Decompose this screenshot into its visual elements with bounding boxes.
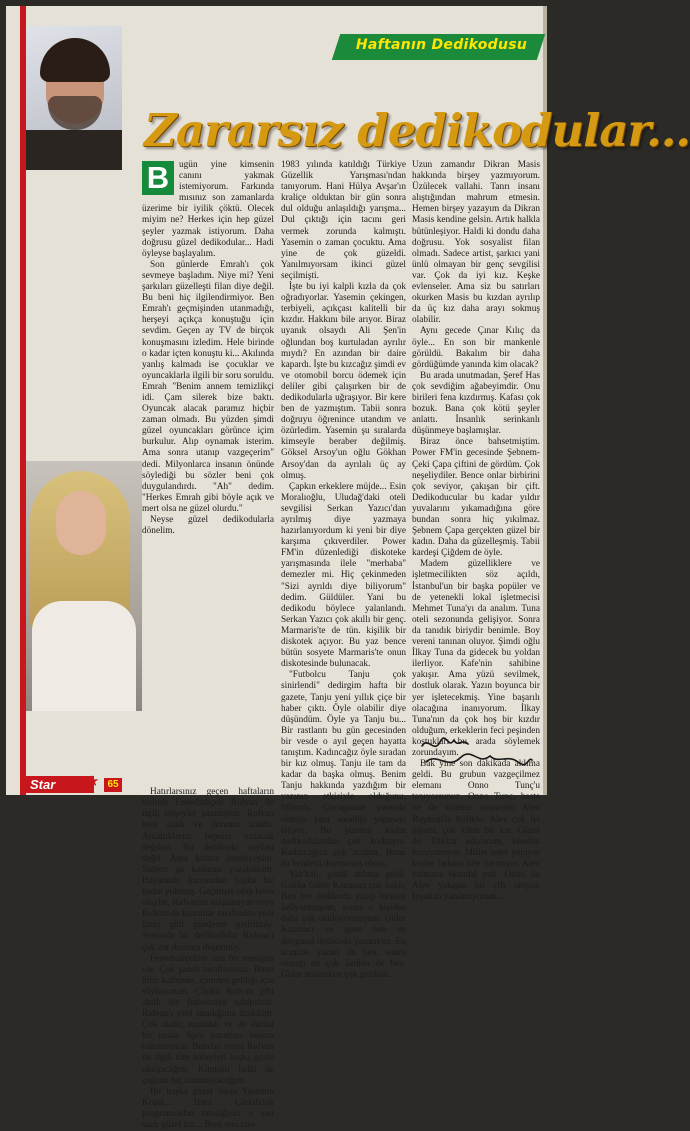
paragraph: Yaz'kalı, şimdi aklıma geldi. Galiba Güler Kazmacı çok haklı. Ben her dedikodu yazıp birisini üzüyormuşum, sonra o kişiden daha çok üzülüyormuşum. Güler Kazmacı ve gene ben en duygusal dedikodu yazarıyım. En acıması yazarı da ben, sonra oturup en çok üzülen de ben. Güler anlatırken çok güldüm. <box>281 870 406 980</box>
columnist-photo <box>26 26 122 162</box>
paragraph: Bir başka güzel insan Yasemin Koşal... Hani Çarkıfelek programından tanıdığınız o sarı saçlı güzel kız... Beni onu tasa <box>142 1086 274 1130</box>
paragraph: Madem güzelliklere ve işletmecilikten söz açıldı, İstanbul'un bir başka popüler ve de yetenekli lokal işletmecisi Mehmet Tuna'yı da analım. Tuna oteli sezonunda gelişiyor. Sonra da tanıdık biriydir benimle. Boy vereni tanınan oluyor. Şimdi oğlu İlkay Tuna da gidecek bu yoldan ilerliyor. Kafe'nin sahibine yakışır. Ama yüzü sevilmek, dostluk olarak. Yazın boyunca bir yer işletecekmiş. Yine başarılı olacağına inanıyorum. İlkay Tuna'nın da çok hoş bir kızdır olduğum, erkeklerin feci peşinden koştukları bu arada söylemek zorundayım. <box>412 559 540 758</box>
paragraph: Çapkın erkeklere müjde... Esin Moralıoğlu, Uludağ'daki oteli sevgilisi Serkan Yazıcı'dan ayrılmış diye yazmaya hazırlanıyordum ki yeni bir diye karşıma çıkıverdiler. Power FM'in düzenlediği diskoteke yarışmasında ilele "merhaba" demezler mi. Hiç çekinmeden "Sizi ayrıldı diye biliyorum" dedim. Güldüler. Yani bu dedikodu böylece yalanlandı. Serkan Yazıcı çok akıllı bir genç. Marmaris'te de tün. kişilik bir diskotek açıyor. Bu yaz bence bütün sosyete Marmaris'te onun diskotesinde bulunacak. <box>281 481 406 670</box>
paragraph: İşte bu iyi kalpli kızla da çok oğradıyorlar. Yasemin çekingen, terbiyeli, açıkçası kalitelli bir kızdır. Hakkını bile arıyor. Biraz uyanık olsaydı Ali Şen'in oğlundan boş kurtuladan ayrılır mıydı? En azından bir daire kapardı. İşte bu kızcağız şimdi ev ve otomobil borcu ödemek için deliler gibi çalışırken bir de dedikodularla uğraşıyor. Bir kere ben de yazmıştım. Tabii sonra doğruyu öğrenince utandım ve özürledim. Yasemin şu sıralarda kimseyle beraber değilmiş. Göksel Arsoy'un oğlu Gökhan Arsoy'dan da ayrılalı üç ay olmuş. <box>281 282 406 481</box>
paragraph: Bu arada unutmadan, Şeref Has çok sevdiğim ağabeyimdir. Onu birileri fena kızdırmış. Kafası çok bozuk. Bana çok kötü şeyler anlattı. İnsanlık serinkanlı düşünmeye başlamışlar. <box>412 370 540 437</box>
article-column-1 <box>142 160 274 1130</box>
article-column-3 <box>412 160 540 903</box>
paragraph: "Futbolcu Tanju çok sinirlendi" dedirgim hafta bir gazete, Tanju yeni yıllık çiçe bir haber çıktı. Öyle olabilir diye düşündüm. Öyle ya Tanju bu... Bir rastlantı bu gün gecesinden bir vesde o ayıl geçen hayatta tanıştım. Kadıncağız öyle sıradan bir kız olmuş. Tanju ile tam da kadar da başka olmuş. Benim Tanju hakkında yazdığım bir yazının etkisiyle olduğunu, bilirmiş. Çocugunun yanında olmayı yani anneliği yapmayı istiyor. Bu yüzden kadın dedikodulardan çok korkuyor. Kadıncağıza çok acıdım. Bunu da bendeni duymamış olsun. <box>281 670 406 869</box>
paragraph: Biraz önce bahsetmiştim. Power FM'in gecesinde Şebnem-Çeki Çapa çiftini de gördüm. Çok neşeliydiler. Bence onlar birbirini çok seviyor, çakışan bir çift. Dedikoducular bu kadar yıldır yuvalarını yıkamadığına göre bundan sonra hiç yıkılmaz. Şebnem Çapa gerçekten güzel bir kadın. Daha da güzelleşmiş. Tabii kardeşi Çiğdem de öyle. <box>412 437 540 559</box>
paragraph: Hatırlarsınız geçen haftaların birinde Fenerbahçeli Rıdvan ile ilgili birşeyler yazmıştım. Rıdvan beni aradı ve durumu anlattı. Anlattıklarını hepsini yazacak değilim. Bu dedikodu sayfası değil. Ama kısaca özetleyeyim. Sadece şu kadarını yazabilirim. Hayatında karısından başka bir kadın yokmuş. Geçmişte olup bilen olaylar, Rıdvan'ın ulaşamayan veya Rıdvan'da kanımlar tarafından yeni ilmiş gibi gündeme getirilmiş. Sonunda bu dedikodular Rıdvan'ı çok zor duruma düşürmüş. <box>142 787 274 953</box>
author-signature <box>418 732 534 772</box>
yasemin-kosal-photo <box>26 461 142 711</box>
star-icon: ★ <box>86 772 100 790</box>
magazine-logo: Star <box>24 776 94 793</box>
page-number: 65 <box>104 778 122 792</box>
paragraph: 1983 yılında katıldığı Türkiye Güzellik Yarışması'ndan tanıyorum. Hani Hülya Avşar'ın kraliçe olduktan bir gün sonra dul olduğu anlaşıldığı yarışma... Dul çıktığı için tacını geri vermek zorunda kalmıştı. Yasemin o zaman çocuktu. Ama yine de çok güzeldi. Yanılmıyorsam ikinci güzel seçilmişti. <box>281 160 406 281</box>
paragraph: Fenerbahçeliler size bir mesajım var. Çok şanslı taraftarsınız. Bunu bilin kalbimle, içimden geldiği için söylüyorum. Çünkü Rıdvan gibi akıllı bir futbolcuya sahipsiniz. Rıdvan'ı yeni tanıdığıma üzüldüm. Çok akıllı, mantıklı ve de dürüst bir insan. Spor yazarları kusura bakmasınlar. Bundan sonra Rıdvan ile ilgili tüm haberleri başka gözle okuyacağım. Kimbilir belki de çoğuna hiç inanmayacağım. <box>142 953 274 1086</box>
headline: Zararsız dedikodular... <box>144 104 690 157</box>
paragraph: Bak yine son dakikada aklıma geldi. Bu grubun vazgeçilmez elemanı Onno Tunç'u tanıyorsunuz. Onno Tunç, beste ve de sinema oyuncusu Alev Bayman'la birlikte. Alev çok iyi niyetli, çok kibar bir kız. Güzel de. Dikkat ediyorum, kendini koruyamıyor. Millet neler yapıyor kimse farkına bile varmıyor. Alev yalnızca skandal yok. Onno ile Alev yakışan bir çift oluyor. İnşallah yanılmıyorum... <box>412 759 540 903</box>
paragraph: Neyse güzel dedikodularla dönelim. <box>142 515 274 537</box>
paragraph: ugün yine kimsenin canını yakmak istemiyorum. Farkında mısınız son zamanlarda üzerime bir iyilik çöktü. Olecek miyim ne? Herkes için hep güzel şeyler yazmak istiyorum. Daha doğrusu güzel dedikodular... Hadi öyleyse başlayalım. <box>142 160 274 259</box>
paragraph: Son günlerde Emrah'ı çok sevmeye başladım. Niye mi? Yeni şarkıları güzelleşti filan diye değil. Bu beni hiç ilgilendirmiyor. Ben Emrah'ı geçmişinden utanmadığı, herşeyi açıkça konuştuğu için sevdim. Geçen ay TV de birçok konuşmasını izledim. Hele birinde o kadar içten konuştu ki... Akılında yanlış kalmadı ise çocuklar ve oyuncaklarla ilgili bir soru soruldu. Emrah "Benim annem temizlikçi idi. Çam silerek bize baktı. Oyuncak alacak paramız hiçbir zaman olmadı. Bu yüzden şimdi güzel oyuncakları görünce içim burkulur. Alıp oynamak isterim. Ama sonra utanıp vazgeçerim" dedi. Milyonlarca insanın önünde söylediği bu sözler beni çok duygulandırdı. "Ah" dedim. "Herkes Emrah gibi böyle açık ve mert olsa ne güzel olurdu." <box>142 259 274 514</box>
paragraph: Aynı gecede Çınar Kılıç da öyle... En son bir mankenle görüldü. Bakalım bir daha gördüğümde yanında kim olacak? <box>412 326 540 370</box>
paragraph: Uzun zamandır Dikran Masis hakkında birşey yazmıyorum. Üzülecek vallahi. Tanrı insanı alıştığından mahrum etmesin. Hemen birşey yazayım da Dikran Masis kendine gelsin. Artık halkla bütünleşiyor. Haldi ki dondu daha doğrusu. Yok sosyalist filan olmadı. Sadece artist, şarkıcı yani ünlü olmayan bir genç sevgilisi var. Çok da iyi kız. Keşke evlenseler. Ama siz bu satırları okurken Masis bu kızdan ayrılıp da üç kız daha arayı sokmuş olabilir. <box>412 160 540 326</box>
article-column-2 <box>281 160 406 980</box>
drop-cap: B <box>142 161 174 195</box>
section-title: Haftanın Dedikodusu <box>355 37 528 53</box>
magazine-page <box>6 6 690 1130</box>
